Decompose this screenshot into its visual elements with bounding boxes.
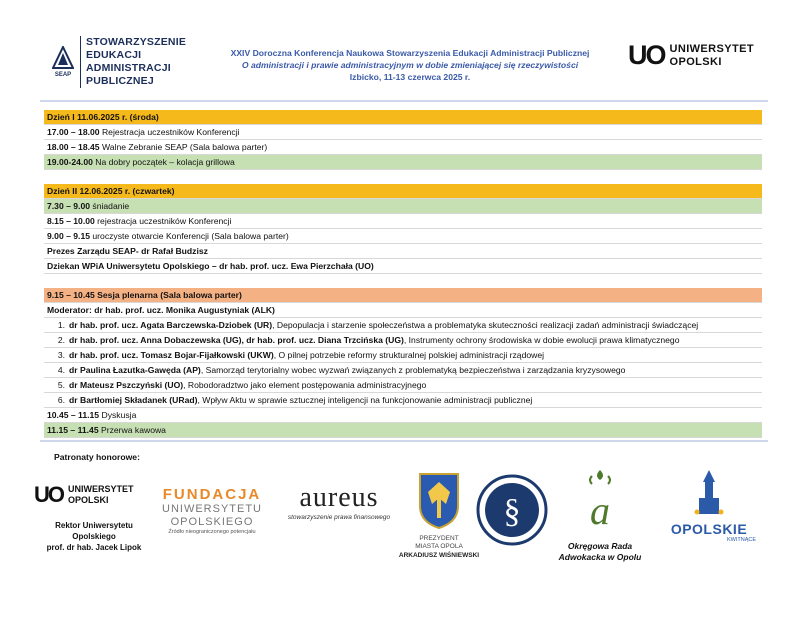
rektor-line3: prof. dr hab. Jacek Lipok	[46, 543, 142, 552]
tower-icon	[689, 468, 729, 516]
patron-prezydent	[398, 470, 480, 560]
prezydent-line3: ARKADIUSZ WIŚNIEWSKI	[398, 552, 480, 559]
fundacja-line1: FUNDACJA	[162, 486, 262, 503]
talk-row: 5. dr Mateusz Pszczyński (UO), Robodoradztwo jako element postępowania administracyjnego	[44, 378, 762, 393]
rada-line2: Adwokacka w Opolu	[558, 552, 642, 562]
day2-row: Dziekan WPiA Uniwersytetu Opolskiego – dr hab. prof. ucz. Ewa Pierzchała (UO)	[44, 259, 762, 274]
day1-row: 17.00 – 18.00 Rejestracja uczestników Konferencji	[44, 125, 762, 140]
talk-row: 2. dr hab. prof. ucz. Anna Dobaczewska (UG), dr hab. prof. ucz. Diana Trzcińska (UG), Instrumenty ochrony środowiska w dobie ewolucji prawa klimatycznego	[44, 333, 762, 348]
day1-row: 18.00 – 18.45 Walne Zebranie SEAP (Sala balowa parter)	[44, 140, 762, 155]
fundacja-line2: UNIWERSYTETU	[162, 503, 262, 515]
talk-row: 6. dr Bartłomiej Składanek (URad), Wpływ Aktu w sprawie sztucznej inteligencji na funkcjonowanie administracji publicznej	[44, 393, 762, 408]
fundacja-tagline: Źródło nieograniczonego potencjału	[168, 529, 256, 535]
patron-opolskie	[650, 468, 768, 543]
day1-header: Dzień I 11.06.2025 r. (środa)	[44, 110, 762, 125]
day2-row: 7.30 – 9.00 śniadanie	[44, 199, 762, 214]
uo-line2: OPOLSKI	[669, 55, 722, 68]
talk-row: 4. dr Paulina Łazutka-Gawęda (AP), Samorząd terytorialny wobec wyzwań związanych z problematyką bezpieczeństwa i zarządzania kryzysowego	[44, 363, 762, 378]
patron-seal	[476, 470, 548, 550]
uo-line1: UNIWERSYTET	[669, 42, 754, 55]
moderator-row: Moderator: dr hab. prof. ucz. Monika Augustyniak (ALK)	[44, 303, 762, 318]
svg-text:a: a	[590, 488, 610, 533]
uo-mark: UO	[628, 40, 665, 70]
prezydent-line2: MIASTA OPOLA	[415, 543, 463, 550]
paragraph-seal-icon	[476, 470, 548, 550]
header	[0, 0, 800, 100]
talk-row: 1. dr hab. prof. ucz. Agata Barczewska-Dziobek (UR), Depopulacja i starzenie społeczeństwa a problematyka skuteczności realizacji zadań administracji świadczącej	[44, 318, 762, 333]
rektor-line2: Opolskiego	[72, 532, 116, 541]
title-line2: O administracji i prawie administracyjnym w dobie zmieniającej się rzeczywistości	[241, 60, 579, 70]
prezydent-line1: PREZYDENT	[419, 535, 459, 542]
laurel-icon	[570, 466, 630, 536]
seap-logo	[52, 36, 212, 87]
day2-row: 9.00 – 9.15 uroczyste otwarcie Konferencji (Sala balowa parter)	[44, 229, 762, 244]
day2-row: Prezes Zarządu SEAP- dr Rafał Budzisz	[44, 244, 762, 259]
patron-aureus	[280, 482, 398, 521]
svg-text:§: §	[503, 493, 521, 530]
seap-abbr: SEAP	[54, 72, 72, 78]
fundacja-line3: OPOLSKIEGO	[170, 516, 254, 528]
patronage-label: Patronaty honorowe:	[54, 452, 140, 462]
talk-row: 3. dr hab. prof. ucz. Tomasz Bojar-Fijałkowski (UKW), O pilnej potrzebie reformy strukturalnej polskiej administracji rządowej	[44, 348, 762, 363]
conference-title	[214, 47, 606, 83]
patron-fundacja	[156, 486, 268, 535]
seap-triangle-icon	[52, 46, 74, 78]
opolskie-text: OPOLSKIE	[670, 521, 748, 537]
patron-uo-line1: UNIWERSYTET	[68, 484, 134, 494]
schedule-table	[44, 110, 762, 438]
rektor-line1: Rektor Uniwersytetu	[55, 521, 133, 530]
aureus-subtitle: stowarzyszenie prawa finansowego	[287, 514, 391, 521]
uo-mark: UO	[34, 482, 63, 507]
opolskie-sub: KWITNĄCE	[726, 537, 756, 543]
opole-coat-of-arms-icon	[416, 470, 462, 530]
patron-adwokacka	[556, 466, 644, 563]
aureus-logo-text: aureus	[299, 482, 379, 513]
bottom-divider	[40, 440, 768, 442]
rada-line1: Okręgowa Rada	[567, 541, 633, 551]
uo-logo	[628, 40, 754, 71]
day2-row: 8.15 – 10.00 rejestracja uczestników Konferencji	[44, 214, 762, 229]
break-row: 11.15 – 11.45 Przerwa kawowa	[44, 423, 762, 438]
session-header: 9.15 – 10.45 Sesja plenarna (Sala balowa parter)	[44, 288, 762, 303]
top-divider	[40, 100, 768, 102]
discussion-row: 10.45 – 11.15 Dyskusja	[44, 408, 762, 423]
title-line1: XXIV Doroczna Konferencja Naukowa Stowarzyszenia Edukacji Administracji Publicznej	[230, 48, 590, 58]
day2-header: Dzień II 12.06.2025 r. (czwartek)	[44, 184, 762, 199]
seap-line2: ADMINISTRACJI PUBLICZNEJ	[86, 62, 171, 87]
seap-line1: STOWARZYSZENIE EDUKACJI	[86, 36, 187, 61]
patron-uo	[34, 482, 154, 553]
patron-uo-line2: OPOLSKI	[68, 495, 109, 505]
title-line3: Izbicko, 11-13 czerwca 2025 r.	[349, 72, 471, 82]
day1-row: 19.00-24.00 Na dobry początek – kolacja grillowa	[44, 155, 762, 170]
